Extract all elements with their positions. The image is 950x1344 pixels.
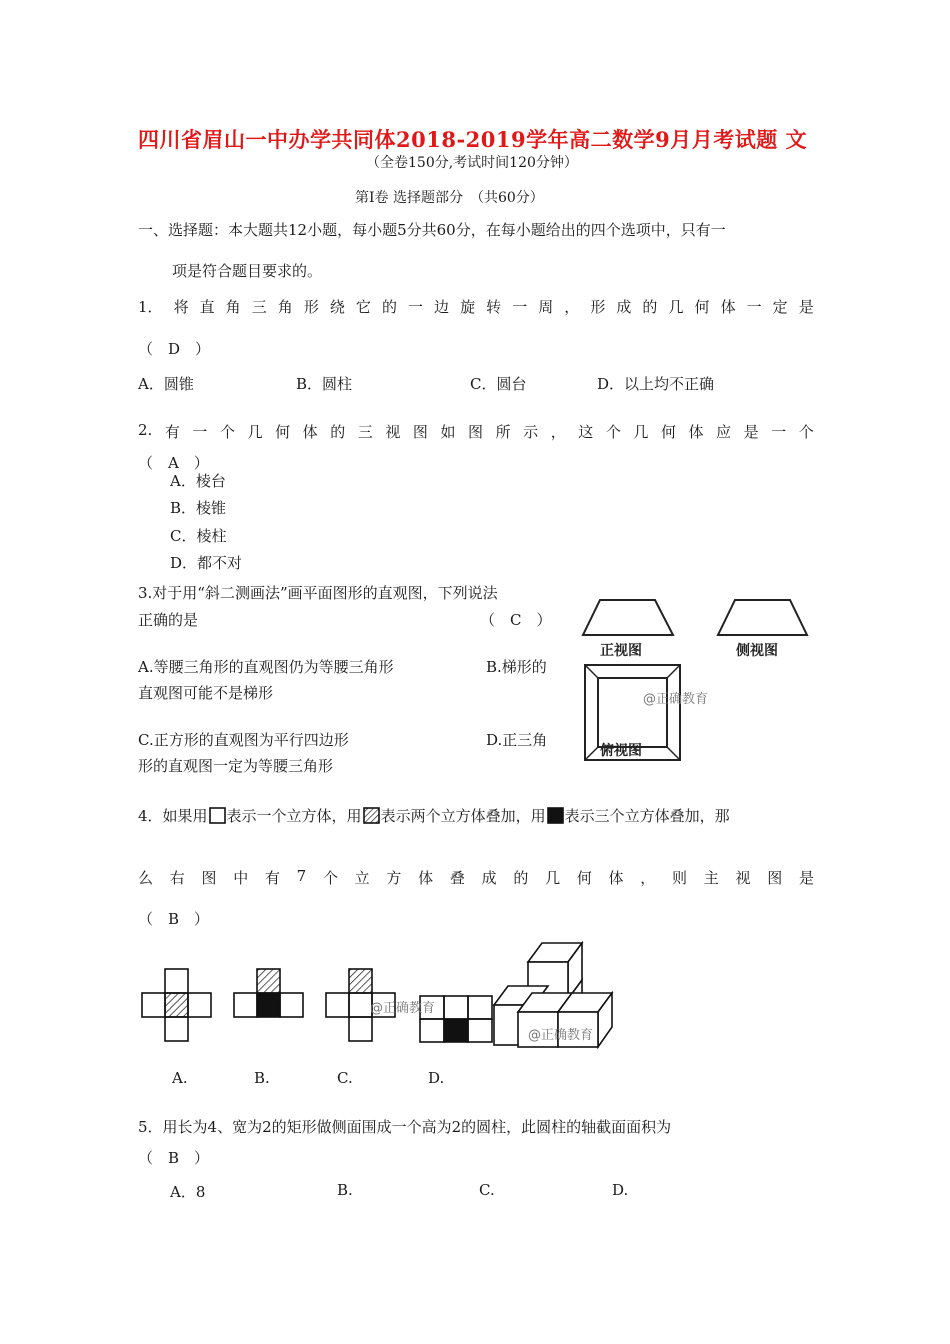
q5-option-a: A．8 — [170, 1183, 206, 1201]
q2-option-d: D．都不对 — [170, 554, 243, 572]
q1-option-c: C．圆台 — [470, 375, 527, 393]
q3-option-b-tail: 直观图可能不是梯形 — [138, 684, 274, 702]
single-cube-icon — [209, 807, 226, 824]
q2-answer: （ A ） — [138, 454, 209, 472]
q4-option-c-label: C. — [337, 1069, 353, 1087]
q5-stem: 5．用长为4、宽为2的矩形做侧面围成一个高为2的圆柱，此圆柱的轴截面面积为 — [138, 1118, 672, 1136]
watermark: @正确教育 — [528, 1028, 594, 1043]
q2-three-view-figure — [575, 590, 825, 770]
q1-option-d: D．以上均不正确 — [597, 375, 715, 393]
q1-answer: （ D ） — [138, 340, 211, 358]
instructions-line2: 项是符合题目要求的。 — [172, 262, 323, 280]
two-cubes-hatched-icon — [363, 807, 380, 824]
side-view-label: 侧视图 — [736, 643, 778, 659]
q3-option-a: A.等腰三角形的直观图仍为等腰三角形 — [138, 658, 394, 676]
instructions-line1: 一、选择题：本大题共12小题，每小题5分共60分，在每小题给出的四个选项中，只有一 — [138, 221, 726, 239]
q5-option-b: B. — [337, 1181, 353, 1199]
q1-option-b: B．圆柱 — [296, 375, 353, 393]
q3-stem-line1: 3.对于用“斜二测画法”画平面图形的直观图，下列说法 — [138, 584, 498, 602]
front-view-figure — [583, 600, 673, 635]
q3-stem-line2: 正确的是 — [138, 611, 199, 629]
top-view-label: 俯视图 — [600, 743, 642, 759]
front-view-label: 正视图 — [600, 643, 642, 659]
three-cubes-solid-icon — [547, 807, 564, 824]
q1-option-a: A．圆锥 — [138, 375, 194, 393]
q4-option-d-label: D. — [428, 1069, 445, 1087]
q4-stem-line1: 4．如果用 表示一个立方体，用 表示两个立方体叠加，用 表示三个立方体叠加，那 — [138, 807, 730, 825]
q5-option-c: C. — [479, 1181, 495, 1199]
q3-option-b-head: B.梯形的 — [486, 658, 547, 676]
q4-option-a-view — [142, 969, 211, 1041]
watermark: @正确教育 — [370, 1001, 436, 1016]
q4-stem-line2: 么 右 图 中 有 7 个 立 方 体 叠 成 的 几 何 体 ， 则 主 视 图 是 — [138, 867, 814, 887]
q4-option-b-view — [234, 969, 303, 1017]
q4-figure — [130, 935, 820, 1055]
page-title: 四川省眉山一中办学共同体2018-2019学年高二数学9月月考试题 文 — [138, 127, 808, 152]
q5-option-d: D. — [612, 1181, 629, 1199]
q2-option-c: C．棱柱 — [170, 527, 227, 545]
exam-info: （全卷150分,考试时间120分钟） — [366, 155, 578, 171]
q5-answer: （ B ） — [138, 1149, 210, 1167]
q3-option-d-head: D.正三角 — [486, 731, 548, 749]
q3-answer: （ C ） — [480, 611, 552, 629]
q1-stem: 1． 将 直 角 三 角 形 绕 它 的 一 边 旋 转 一 周 ， 形 成 的 几 何 体 一 定 是 — [138, 298, 814, 316]
q2-option-a: A．棱台 — [170, 472, 226, 490]
watermark: @正确教育 — [643, 692, 709, 707]
section-title: 第Ⅰ卷 选择题部分 （共60分） — [355, 190, 544, 206]
side-view-figure — [718, 600, 807, 635]
q3-option-d-tail: 形的直观图一定为等腰三角形 — [138, 757, 334, 775]
q2-stem: 2. 有 一 个 几 何 体 的 三 视 图 如 图 所 示 ， 这 个 几 何 体 应 是 一 个 — [138, 421, 814, 441]
q4-option-b-label: B. — [254, 1069, 270, 1087]
q4-option-a-label: A. — [172, 1069, 188, 1087]
q2-option-b: B．棱锥 — [170, 499, 227, 517]
q4-answer: （ B ） — [138, 910, 210, 928]
q3-option-c: C.正方形的直观图为平行四边形 — [138, 731, 349, 749]
